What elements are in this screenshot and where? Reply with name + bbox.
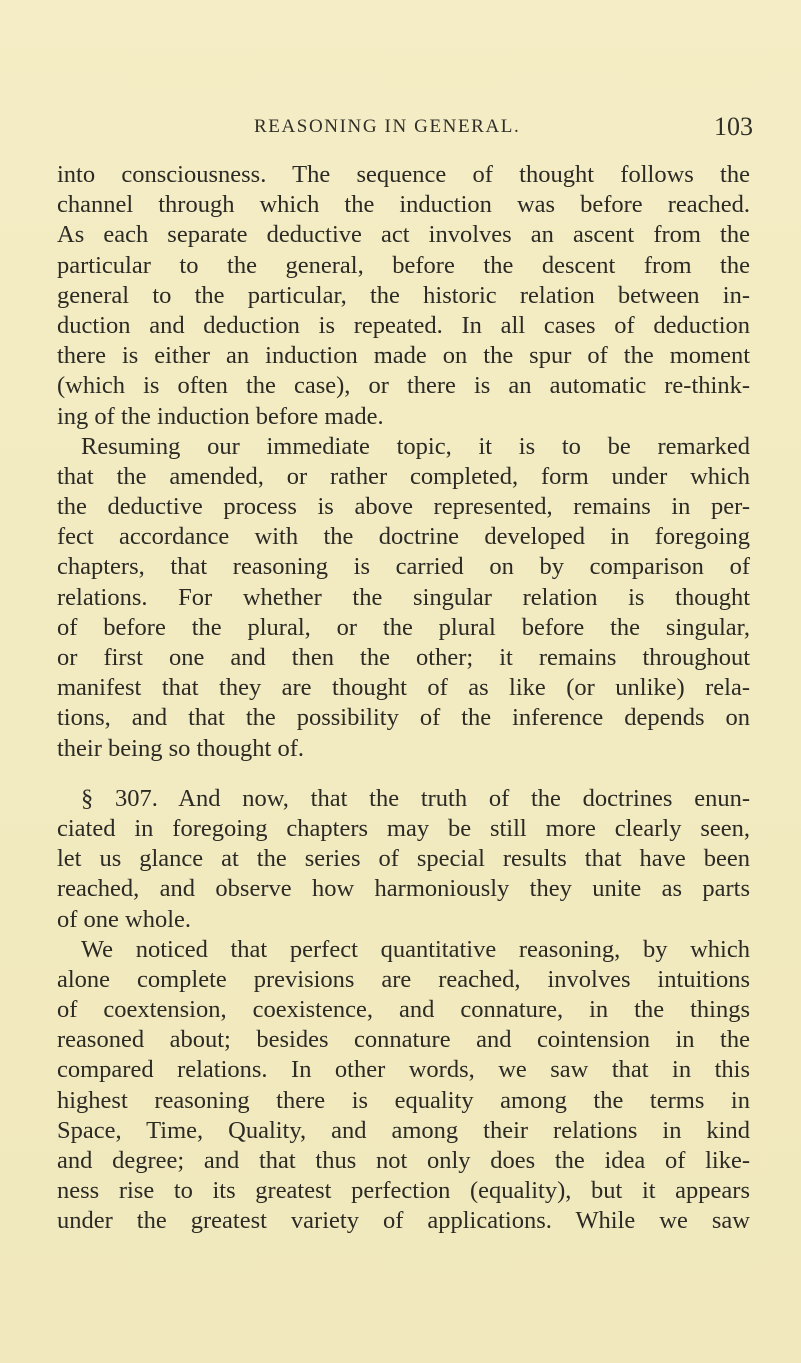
paragraph: [57, 935, 750, 1237]
text-line: their being so thought of.: [57, 734, 305, 762]
text-line: As each separate deductive act involves an ascent from the: [57, 221, 750, 249]
body-text: [57, 160, 750, 1237]
text-line: compared relations. In other words, we saw that in this: [57, 1056, 750, 1084]
text-line: of before the plural, or the plural before the singular,: [57, 613, 750, 641]
section-gap: [57, 764, 750, 784]
text-line: let us glance at the series of special results that have been: [57, 845, 750, 873]
text-line: chapters, that reasoning is carried on by comparison of: [57, 553, 750, 581]
text-line: or first one and then the other; it remains throughout: [57, 644, 750, 671]
running-title: REASONING IN GENERAL.: [254, 116, 521, 137]
text-line: § 307. And now, that the truth of the doctrines enun-: [81, 784, 750, 812]
section-paragraph: [57, 784, 750, 935]
text-line: there is either an induction made on the spur of the moment: [57, 342, 750, 370]
text-line: into consciousness. The sequence of thought follows the: [57, 161, 750, 188]
text-line: Space, Time, Quality, and among their relations in kind: [57, 1116, 750, 1144]
paragraph: [57, 160, 750, 432]
text-line: highest reasoning there is equality among the terms in: [57, 1086, 750, 1114]
text-line: Resuming our immediate topic, it is to be remarked: [81, 432, 750, 460]
text-line: (which is often the case), or there is an automatic re-think-: [57, 372, 750, 400]
text-line: ing of the induction before made.: [57, 402, 384, 430]
text-line: We noticed that perfect quantitative reasoning, by which: [81, 935, 750, 963]
text-line: the deductive process is above represented, remains in per-: [57, 493, 750, 521]
paragraph: [57, 432, 750, 764]
text-line: relations. For whether the singular relation is thought: [57, 583, 750, 611]
text-line: ness rise to its greatest perfection (equality), but it appears: [57, 1177, 750, 1205]
text-line: reached, and observe how harmoniously they unite as parts: [57, 875, 750, 903]
text-line: ciated in foregoing chapters may be still more clearly seen,: [57, 814, 750, 842]
text-line: and degree; and that thus not only does the idea of like-: [57, 1147, 750, 1174]
text-line: fect accordance with the doctrine developed in foregoing: [57, 523, 750, 551]
text-line: duction and deduction is repeated. In all cases of deduction: [57, 311, 750, 339]
text-line: particular to the general, before the descent from the: [57, 251, 750, 279]
text-line: that the amended, or rather completed, form under which: [57, 462, 750, 490]
text-line: alone complete previsions are reached, involves intuitions: [57, 965, 750, 993]
running-head: [0, 112, 801, 144]
text-line: under the greatest variety of applications. While we saw: [57, 1207, 750, 1235]
text-line: manifest that they are thought of as like (or unlike) rela-: [57, 674, 750, 702]
text-line: of one whole.: [57, 905, 192, 933]
page-number: 103: [714, 112, 753, 141]
text-line: tions, and that the possibility of the inference depends on: [57, 704, 750, 732]
text-line: channel through which the induction was before reached.: [57, 191, 750, 219]
text-line: reasoned about; besides connature and cointension in the: [57, 1026, 750, 1054]
text-line: of coextension, coexistence, and connature, in the things: [57, 996, 750, 1024]
text-line: general to the particular, the historic relation between in-: [57, 281, 750, 309]
